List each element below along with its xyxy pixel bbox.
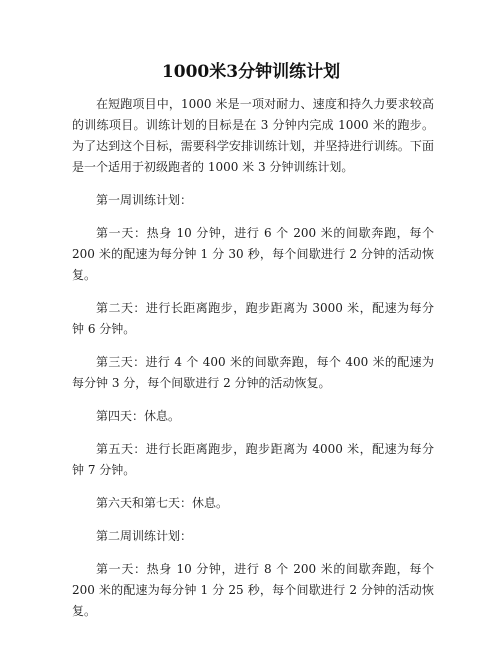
week-1-day-6-7: 第六天和第七天：休息。 [96,496,229,510]
week-1-day-1: 第一天：热身 10 分钟，进行 6 个 200 米的间歇奔跑，每个 200 米的配速为每分钟 1 分 30 秒，每个间歇进行 2 分钟的活动恢复。 [72,226,434,282]
week-2-heading: 第二周训练计划： [96,529,193,543]
document-title: 1000米3分钟训练计划 [161,62,341,82]
week-1-day-4: 第四天：休息。 [96,409,181,423]
week-1-day-2: 第二天：进行长距离跑步，跑步距离为 3000 米，配速为每分钟 6 分钟。 [72,301,434,336]
week-2-day-1: 第一天：热身 10 分钟，进行 8 个 200 米的间歇奔跑，每个 200 米的配速为每分钟 1 分 25 秒，每个间歇进行 2 分钟的活动恢复。 [72,562,434,618]
week-1-day-3: 第三天：进行 4 个 400 米的间歇奔跑，每个 400 米的配速为每分钟 3 分，每个间歇进行 2 分钟的活动恢复。 [72,355,434,390]
week-1-day-5: 第五天：进行长距离跑步，跑步距离为 4000 米，配速为每分钟 7 分钟。 [72,442,434,477]
document-body [72,94,434,634]
week-1-heading: 第一周训练计划： [96,193,193,207]
intro-paragraph: 在短跑项目中，1000 米是一项对耐力、速度和持久力要求较高的训练项目。训练计划的目标是在 3 分钟内完成 1000 米的跑步。为了达到这个目标，需要科学安排训练计划，并坚持进行训练。下面是一个适用于初级跑者的 1000 米 3 分钟训练计划。 [72,97,434,174]
